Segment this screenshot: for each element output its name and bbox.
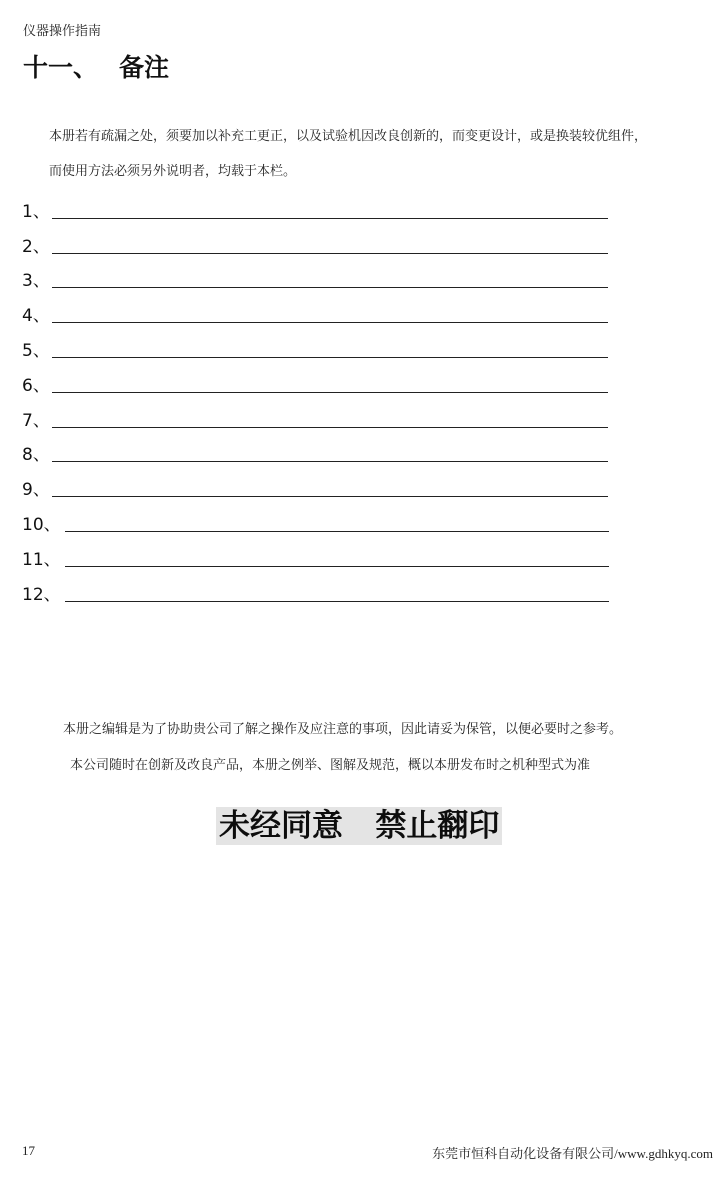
notice-line-2: 本公司随时在创新及改良产品，本册之例举、图解及规范，概以本册发布时之机种型式为准 xyxy=(70,758,591,773)
note-label: 2、 xyxy=(22,236,50,257)
note-label: 11、 xyxy=(22,549,61,570)
note-label: 5、 xyxy=(22,340,50,361)
note-label: 12、 xyxy=(22,584,61,605)
note-blank-line xyxy=(52,287,608,288)
running-header: 仪器操作指南 xyxy=(23,24,102,39)
note-blank-line xyxy=(52,392,608,393)
section-number: 十一、 xyxy=(23,53,99,82)
note-label: 9、 xyxy=(22,480,50,501)
note-label: 8、 xyxy=(22,445,50,466)
section-heading: 备注 xyxy=(119,53,170,82)
note-label: 6、 xyxy=(22,375,50,396)
note-blank-line xyxy=(52,357,608,358)
note-blank-line xyxy=(52,253,608,254)
copyright-banner: 未经同意 禁止翻印 xyxy=(216,807,502,845)
note-label: 3、 xyxy=(22,271,50,292)
note-label: 4、 xyxy=(22,306,50,327)
note-row xyxy=(22,292,622,327)
note-blank-line xyxy=(65,601,609,602)
note-row xyxy=(22,466,622,501)
note-row xyxy=(22,571,622,606)
note-row xyxy=(22,432,622,467)
footer-company: 东莞市恒科自动化设备有限公司/www.gdhkyq.com xyxy=(432,1146,713,1161)
note-row xyxy=(22,501,622,536)
note-row xyxy=(22,536,622,571)
notice-line-1: 本册之编辑是为了协助贵公司了解之操作及应注意的事项，因此请妥为保管，以便必要时之参考。 xyxy=(63,722,623,737)
note-row xyxy=(22,362,622,397)
note-label: 1、 xyxy=(22,201,50,222)
note-label: 7、 xyxy=(22,410,50,431)
note-blank-line xyxy=(52,218,608,219)
note-row xyxy=(22,258,622,293)
note-blank-line xyxy=(65,531,609,532)
note-label: 10、 xyxy=(22,514,61,535)
note-blank-line xyxy=(52,427,608,428)
note-row xyxy=(22,188,622,223)
note-blank-line xyxy=(65,566,609,567)
note-blank-line xyxy=(52,322,608,323)
section-title xyxy=(23,48,169,84)
page-number: 17 xyxy=(22,1143,35,1158)
note-blank-line xyxy=(52,496,608,497)
note-row xyxy=(22,327,622,362)
intro-line-1: 本册若有疏漏之处，须要加以补充工更正，以及试验机因改良创新的，而变更设计，或是换装较优组件， xyxy=(49,129,648,144)
notes-list xyxy=(22,188,622,606)
note-row xyxy=(22,223,622,258)
intro-line-2: 而使用方法必须另外说明者，均载于本栏。 xyxy=(49,164,297,179)
note-blank-line xyxy=(52,461,608,462)
note-row xyxy=(22,397,622,432)
